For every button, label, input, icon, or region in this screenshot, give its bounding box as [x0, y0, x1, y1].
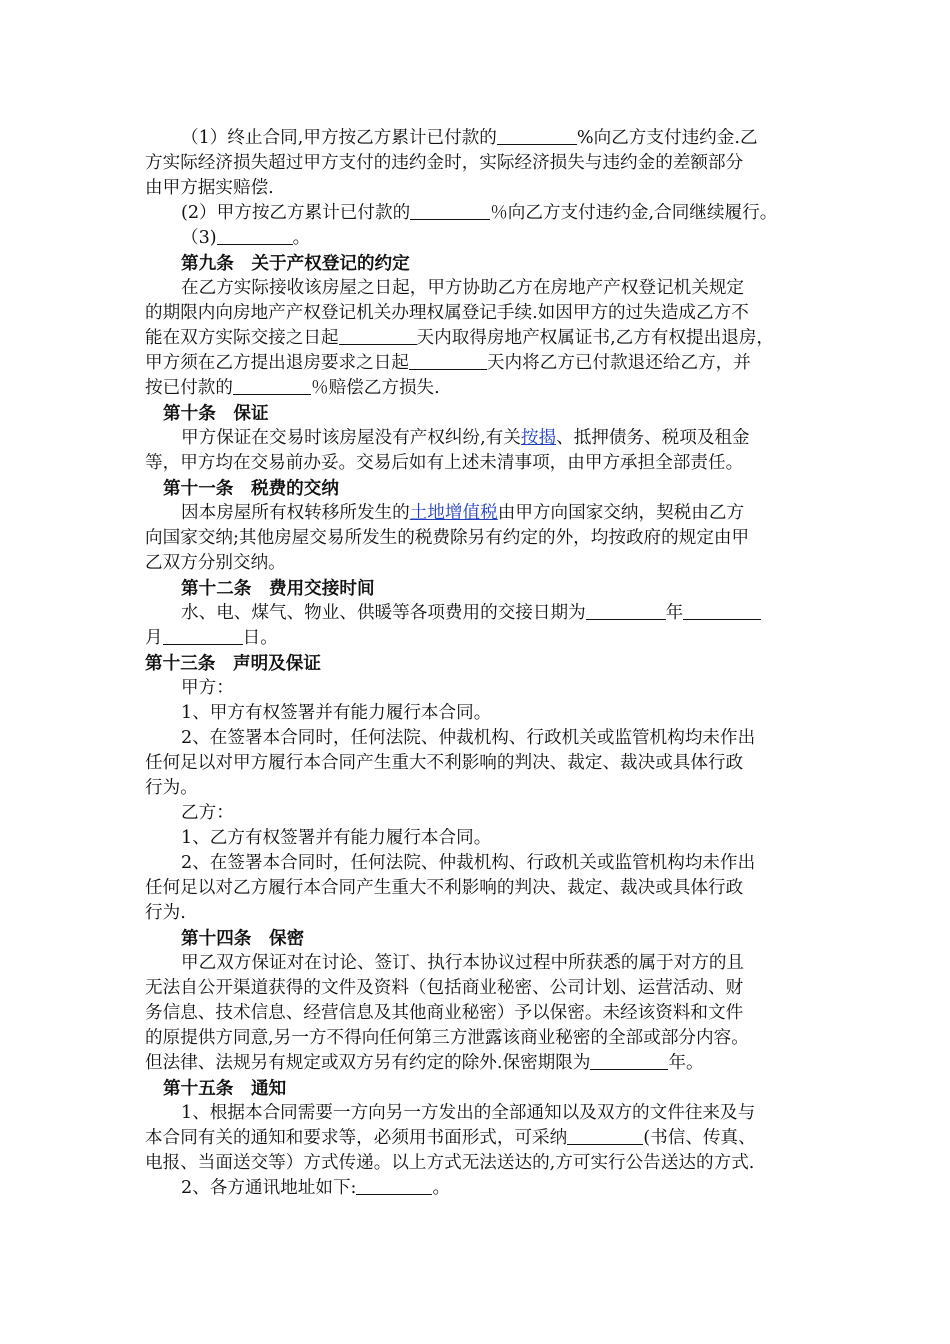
- paragraph-line: [145, 301, 749, 326]
- line-text: 方实际经济损失超过甲方支付的违约金时，实际经济损失与违约金的差额部分: [145, 153, 744, 173]
- article-heading: [181, 926, 304, 951]
- line-text: 由甲方向国家交纳，契税由乙方: [497, 503, 745, 523]
- paragraph-line: [145, 551, 286, 576]
- paragraph-line: [145, 351, 751, 376]
- line-text: （3): [181, 228, 217, 248]
- fill-in-blank[interactable]: [410, 201, 490, 220]
- paragraph-line: [145, 376, 440, 401]
- line-text: 的期限内向房地产产权登记机关办理权属登记手续.如因甲方的过失造成乙方不: [145, 303, 749, 323]
- line-text: 向国家交纳;其他房屋交易所发生的税费除另有约定的外，均按政府的规定由甲: [145, 528, 750, 548]
- line-text: 。: [432, 1178, 451, 1198]
- fill-in-blank[interactable]: [409, 351, 487, 370]
- line-text: %向乙方支付违约金.乙: [576, 128, 758, 148]
- line-text: 月: [145, 628, 163, 648]
- line-text: 年: [665, 603, 684, 623]
- paragraph-line: [181, 1101, 755, 1126]
- fill-in-blank[interactable]: [163, 626, 243, 645]
- line-text: 甲乙双方保证对在讨论、签订、执行本协议过程中所获悉的属于对方的且: [181, 953, 745, 973]
- paragraph-line: [181, 201, 777, 226]
- line-text: 水、电、煤气、物业、供暖等各项费用的交接日期为: [181, 603, 586, 623]
- paragraph-line: [145, 151, 743, 176]
- paragraph-line: [181, 426, 750, 451]
- line-text: 天内取得房地产权属证书,乙方有权提出退房，: [416, 328, 775, 348]
- line-text: 。: [292, 228, 311, 248]
- line-text: 本合同有关的通知和要求等，必须用书面形式，可采纳: [145, 1128, 568, 1148]
- line-text: 1、甲方有权签署并有能力履行本合同。: [181, 703, 492, 723]
- line-text: (2）甲方按乙方累计已付款的: [181, 203, 411, 223]
- paragraph-line: [181, 676, 234, 701]
- paragraph-line: [181, 226, 310, 251]
- paragraph-line: [145, 776, 198, 801]
- line-text: 第十条 保证: [163, 403, 269, 424]
- line-text: 等，甲方均在交易前办妥。交易后如有上述未清事项，由甲方承担全部责任。: [145, 453, 744, 473]
- hyperlink[interactable]: 土地增值税: [409, 503, 498, 523]
- paragraph-line: [145, 451, 743, 476]
- line-text: 、抵押债务、税项及租金: [556, 428, 750, 448]
- paragraph-line: [145, 751, 743, 776]
- line-text: 2、在签署本合同时，任何法院、仲裁机构、行政机关或监管机构均未作出: [181, 728, 756, 748]
- line-text: 无法自公开渠道获得的文件及资料（包括商业秘密、公司计划、运营活动、财: [145, 978, 744, 998]
- line-text: 第十四条 保密: [181, 928, 305, 949]
- line-text: 乙双方分别交纳。: [145, 553, 286, 573]
- line-text: 按已付款的: [145, 378, 233, 398]
- line-text: 行为。: [145, 778, 198, 798]
- paragraph-line: [181, 801, 234, 826]
- line-text: 但法律、法规另有规定或双方另有约定的除外.保密期限为: [145, 1053, 591, 1073]
- paragraph-line: [181, 501, 744, 526]
- line-text: 电报、当面送交等）方式传递。以上方式无法送达的,方可实行公告送达的方式.: [145, 1153, 755, 1173]
- paragraph-line: [145, 1051, 704, 1076]
- article-heading: [163, 476, 339, 501]
- line-text: 1、根据本合同需要一方向另一方发出的全部通知以及双方的文件往来及与: [181, 1103, 756, 1123]
- line-text: 第十二条 费用交接时间: [181, 578, 375, 599]
- paragraph-line: [145, 1026, 749, 1051]
- line-text: 任何足以对甲方履行本合同产生重大不利影响的判决、裁定、裁决或具体行政: [145, 753, 744, 773]
- line-text: 行为.: [145, 903, 186, 923]
- fill-in-blank[interactable]: [339, 326, 417, 345]
- line-text: 甲方保证在交易时该房屋没有产权纠纷,有关: [181, 428, 521, 448]
- paragraph-line: [181, 1176, 450, 1201]
- line-text: 在乙方实际接收该房屋之日起，甲方协助乙方在房地产产权登记机关规定: [181, 278, 745, 298]
- fill-in-blank[interactable]: [567, 1126, 643, 1145]
- line-text: 任何足以对乙方履行本合同产生重大不利影响的判决、裁定、裁决或具体行政: [145, 878, 744, 898]
- line-text: ％向乙方支付违约金,合同继续履行。: [490, 203, 778, 223]
- fill-in-blank[interactable]: [217, 226, 293, 245]
- fill-in-blank[interactable]: [497, 126, 577, 145]
- fill-in-blank[interactable]: [233, 376, 311, 395]
- hyperlink[interactable]: 按揭: [520, 428, 557, 448]
- article-heading: [145, 651, 321, 676]
- line-text: 的原提供方同意,另一方不得向任何第三方泄露该商业秘密的全部或部分内容。: [145, 1028, 749, 1048]
- line-text: 日。: [242, 628, 278, 648]
- paragraph-line: [145, 976, 743, 1001]
- line-text: 乙方：: [181, 803, 234, 823]
- line-text: 年。: [668, 1053, 704, 1073]
- article-heading: [181, 576, 375, 601]
- line-text: (书信、传真、: [643, 1128, 756, 1148]
- paragraph-line: [145, 526, 749, 551]
- line-text: 2、在签署本合同时，任何法院、仲裁机构、行政机关或监管机构均未作出: [181, 853, 756, 873]
- paragraph-line: [145, 176, 274, 201]
- article-heading: [163, 401, 269, 426]
- line-text: 甲方须在乙方提出退房要求之日起: [145, 353, 409, 373]
- paragraph-line: [181, 851, 755, 876]
- line-text: 1、乙方有权签署并有能力履行本合同。: [181, 828, 492, 848]
- paragraph-line: [181, 276, 744, 301]
- line-text: 因本房屋所有权转移所发生的: [181, 503, 410, 523]
- line-text: 第十五条 通知: [163, 1078, 287, 1099]
- article-heading: [181, 251, 410, 276]
- paragraph-line: [145, 1126, 756, 1151]
- line-text: 2、各方通讯地址如下:: [181, 1178, 357, 1198]
- line-text: 第十一条 税费的交纳: [163, 478, 339, 499]
- paragraph-line: [181, 726, 755, 751]
- paragraph-line: [181, 701, 491, 726]
- paragraph-line: [145, 326, 774, 351]
- paragraph-line: [181, 951, 744, 976]
- line-text: ％赔偿乙方损失.: [310, 378, 440, 398]
- line-text: 第九条 关于产权登记的约定: [181, 253, 410, 274]
- paragraph-line: [145, 1001, 743, 1026]
- line-text: 甲方：: [181, 678, 234, 698]
- article-heading: [163, 1076, 286, 1101]
- line-text: （1）终止合同,甲方按乙方累计已付款的: [181, 128, 497, 148]
- line-text: 第十三条 声明及保证: [145, 653, 321, 674]
- paragraph-line: [181, 126, 758, 151]
- paragraph-line: [181, 826, 491, 851]
- fill-in-blank[interactable]: [356, 1176, 432, 1195]
- paragraph-line: [145, 876, 743, 901]
- fill-in-blank[interactable]: [683, 601, 761, 620]
- paragraph-line: [145, 626, 278, 651]
- paragraph-line: [145, 1151, 754, 1176]
- paragraph-line: [181, 601, 761, 626]
- paragraph-line: [145, 901, 186, 926]
- line-text: 天内将乙方已付款退还给乙方，并: [486, 353, 751, 373]
- line-text: 务信息、技术信息、经营信息及其他商业秘密）予以保密。未经该资料和文件: [145, 1003, 744, 1023]
- fill-in-blank[interactable]: [586, 601, 666, 620]
- fill-in-blank[interactable]: [590, 1051, 668, 1070]
- line-text: 能在双方实际交接之日起: [145, 328, 339, 348]
- line-text: 由甲方据实赔偿.: [145, 178, 274, 198]
